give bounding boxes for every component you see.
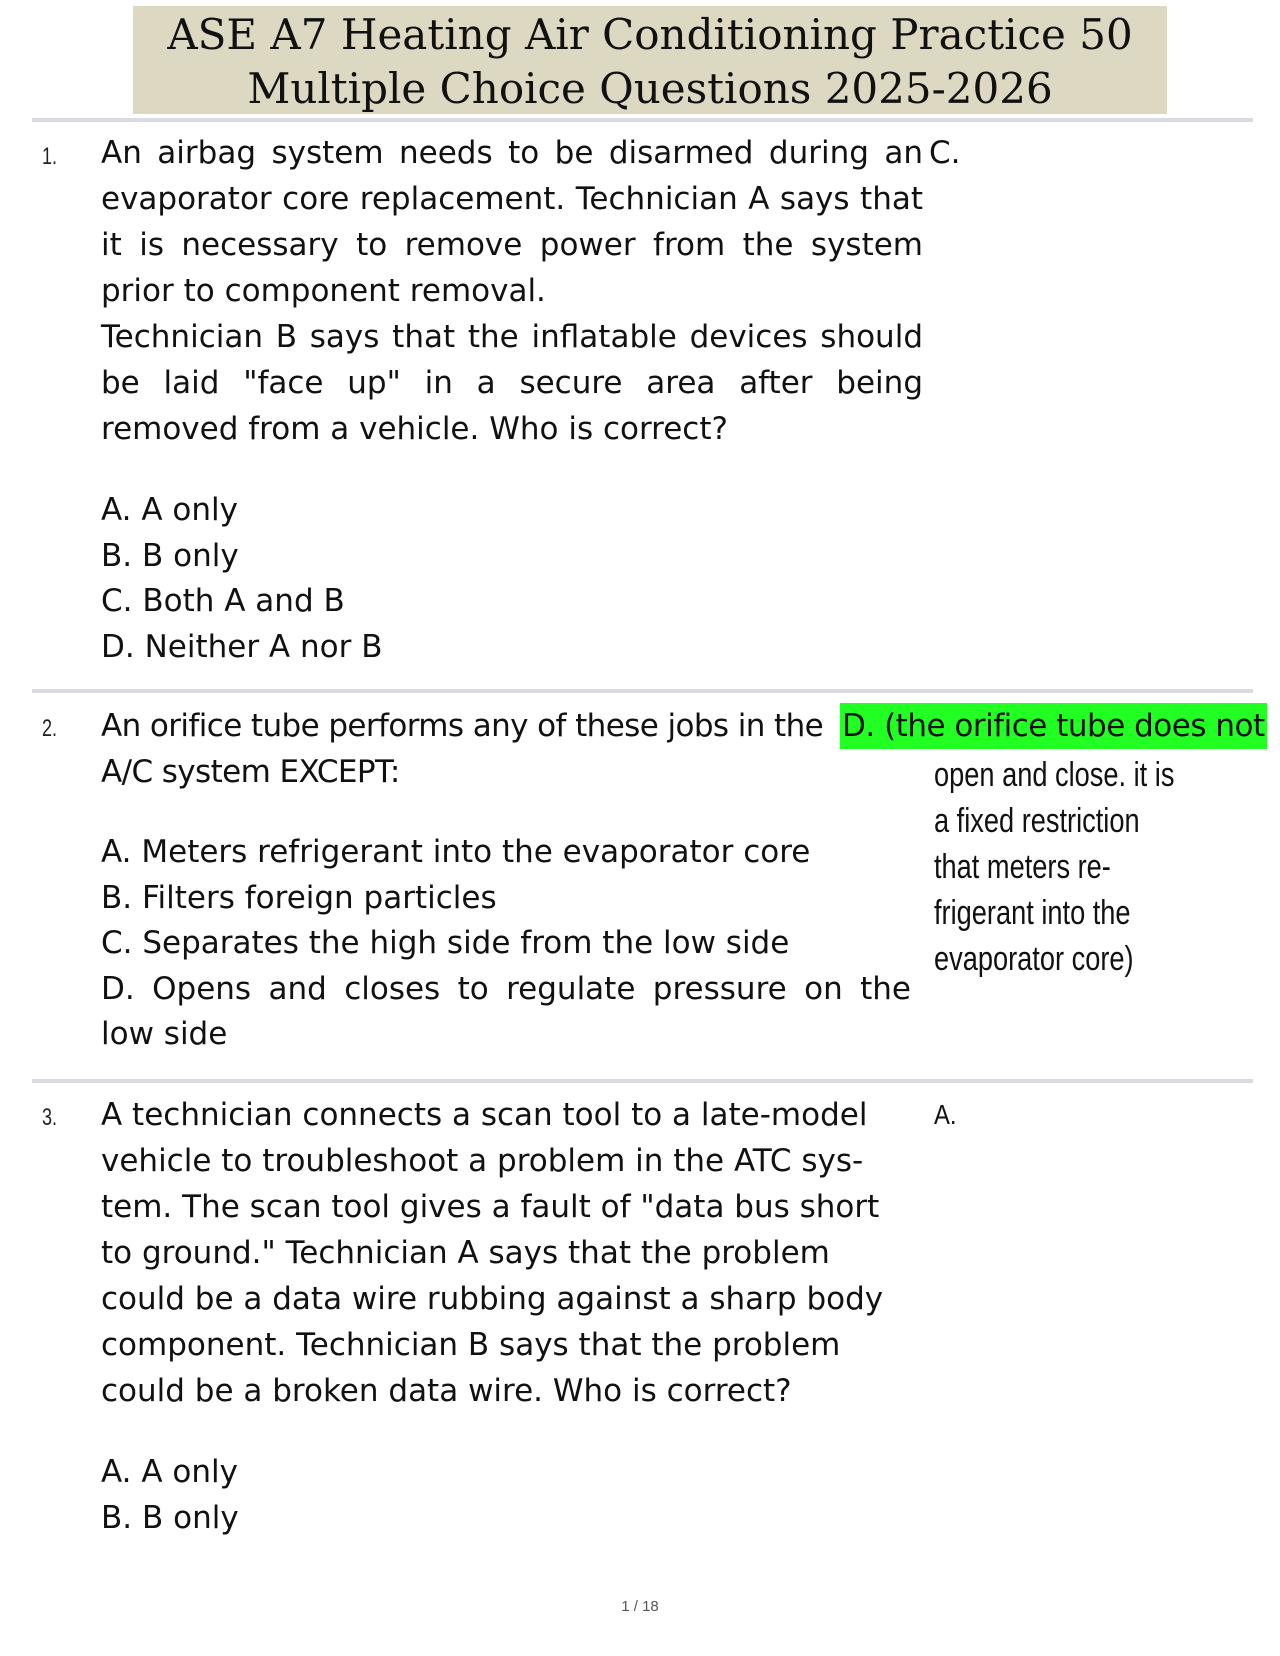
- question-2-answer: [840, 703, 1267, 749]
- question-3-answer: A.: [934, 1099, 957, 1130]
- question-1-answer: C.: [929, 135, 961, 171]
- question-3-text: A technician connects a scan tool to a late-model vehicle to troubleshoot a problem in the ATC sys- tem. The scan tool gives a fault of "data bus short to ground." Technician A says that the problem could be a data wire rubbing against a sharp body component. Technician B says that the problem could be a broken data wire. Who is correct?: [101, 1097, 884, 1409]
- question-1-option-c: C. Both A and B: [101, 583, 345, 619]
- question-1-option-b: B. B only: [101, 537, 239, 574]
- answer-highlight: D. (the orifice tube does not: [840, 703, 1267, 749]
- question-2-option-c: C. Separates the high side from the low side: [101, 925, 790, 961]
- question-1-options: [101, 488, 382, 670]
- question-1-option-a: A. A only: [101, 492, 239, 528]
- question-1-text-part2: Technician B says that the inflatable devices should be laid "face up" in a secure area after being removed from a vehicle. Who is correct?: [101, 319, 923, 447]
- question-3-number: 3.: [42, 1104, 58, 1131]
- divider: [32, 118, 1253, 122]
- question-3-options: [101, 1450, 239, 1541]
- page-number: 1 / 18: [621, 1598, 659, 1615]
- question-1-option-d: D. Neither A nor B: [101, 628, 383, 665]
- question-2-number: 2.: [42, 715, 58, 742]
- question-1-number: 1.: [42, 143, 58, 170]
- question-1-text: [101, 130, 923, 452]
- question-1-text-part1: An airbag system needs to be disarmed during an evaporator core replacement. Technician A says that it is necessary to remove power from the system prior to component removal.: [101, 135, 923, 309]
- question-2-option-b: B. Filters foreign particles: [101, 879, 497, 916]
- question-2-option-a: A. Meters refrigerant into the evaporator core: [101, 834, 811, 870]
- divider: [32, 689, 1253, 693]
- document-title: [133, 6, 1167, 114]
- title-line-2: Multiple Choice Questions 2025-2026: [247, 64, 1053, 113]
- question-2-options: [101, 830, 911, 1058]
- question-2-explanation: open and close. it is a fixed restriction that meters re- frigerant into the evaporator core): [934, 756, 1175, 978]
- question-3-option-a: A. A only: [101, 1454, 239, 1490]
- question-2-text: An orifice tube performs any of these jobs in the A/C system EXCEPT:: [101, 708, 824, 790]
- title-line-1: ASE A7 Heating Air Conditioning Practice 50: [167, 10, 1133, 59]
- divider: [32, 1079, 1253, 1083]
- question-3-option-b: B. B only: [101, 1499, 239, 1536]
- question-2-option-d: D. Opens and closes to regulate pressure on the low side: [101, 970, 911, 1052]
